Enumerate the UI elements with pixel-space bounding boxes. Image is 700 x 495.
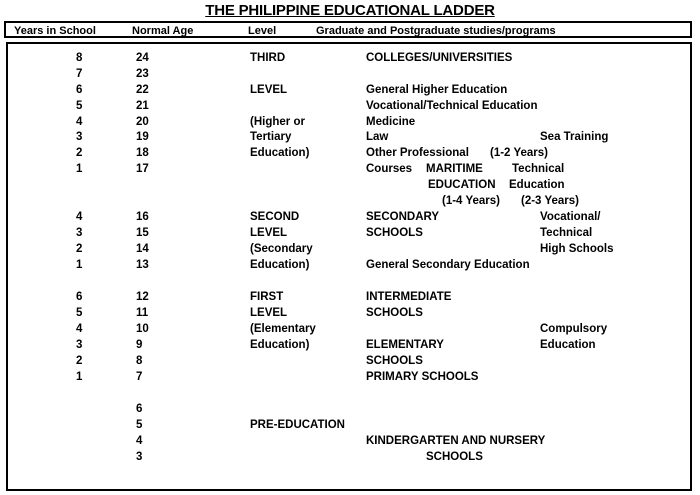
other-professional: Other Professional bbox=[366, 147, 469, 159]
elementary-schools: SCHOOLS bbox=[366, 355, 423, 367]
third-level-word: LEVEL bbox=[250, 84, 288, 96]
colleges-universities: COLLEGES/UNIVERSITIES bbox=[366, 52, 513, 64]
third-years-1: 1 bbox=[76, 163, 83, 175]
third-age-18: 18 bbox=[136, 147, 149, 159]
third-years-2: 2 bbox=[76, 147, 83, 159]
first-age-10: 10 bbox=[136, 323, 149, 335]
vocational-high-2: Technical bbox=[540, 227, 593, 239]
second-level-desc-2: Education) bbox=[250, 259, 310, 271]
first-years-6: 6 bbox=[76, 291, 83, 303]
medicine: Medicine bbox=[366, 116, 416, 128]
third-years-6: 6 bbox=[76, 84, 83, 96]
elementary: ELEMENTARY bbox=[366, 339, 444, 351]
pre-age-5: 5 bbox=[136, 419, 143, 431]
first-age-11: 11 bbox=[136, 307, 149, 319]
third-years-3: 3 bbox=[76, 131, 83, 143]
header-programs: Graduate and Postgraduate studies/programs bbox=[316, 25, 556, 37]
pre-age-6: 6 bbox=[136, 403, 143, 415]
header-years-in-school: Years in School bbox=[14, 25, 96, 37]
maritime-education: EDUCATION bbox=[428, 179, 496, 191]
first-level-label: FIRST bbox=[250, 291, 284, 303]
first-years-3: 3 bbox=[76, 339, 83, 351]
pre-education-label: PRE-EDUCATION bbox=[250, 419, 345, 431]
third-level-desc-2: Tertiary bbox=[250, 131, 292, 143]
primary-schools: PRIMARY SCHOOLS bbox=[366, 371, 479, 383]
header-normal-age: Normal Age bbox=[132, 25, 194, 37]
third-age-22: 22 bbox=[136, 84, 149, 96]
third-age-23: 23 bbox=[136, 68, 149, 80]
second-years-3: 3 bbox=[76, 227, 83, 239]
second-age-15: 15 bbox=[136, 227, 149, 239]
second-age-16: 16 bbox=[136, 211, 149, 223]
second-years-4: 4 bbox=[76, 211, 83, 223]
third-level-desc-3: Education) bbox=[250, 147, 310, 159]
third-age-24: 24 bbox=[136, 52, 149, 64]
third-age-17: 17 bbox=[136, 163, 149, 175]
second-age-14: 14 bbox=[136, 243, 149, 255]
pre-age-3: 3 bbox=[136, 451, 143, 463]
second-level-label: SECOND bbox=[250, 211, 300, 223]
third-age-21: 21 bbox=[136, 100, 149, 112]
first-level-word: LEVEL bbox=[250, 307, 288, 319]
third-years-4: 4 bbox=[76, 116, 83, 128]
third-age-19: 19 bbox=[136, 131, 149, 143]
second-years-2: 2 bbox=[76, 243, 83, 255]
technical: Technical bbox=[512, 163, 565, 175]
first-age-12: 12 bbox=[136, 291, 149, 303]
first-years-5: 5 bbox=[76, 307, 83, 319]
pre-age-4: 4 bbox=[136, 435, 143, 447]
second-level-word: LEVEL bbox=[250, 227, 288, 239]
compulsory-2: Education bbox=[540, 339, 596, 351]
secondary: SECONDARY bbox=[366, 211, 440, 223]
first-age-8: 8 bbox=[136, 355, 143, 367]
secondary-schools: SCHOOLS bbox=[366, 227, 423, 239]
first-years-1: 1 bbox=[76, 371, 83, 383]
compulsory-1: Compulsory bbox=[540, 323, 608, 335]
first-years-2: 2 bbox=[76, 355, 83, 367]
third-level-desc-1: (Higher or bbox=[250, 116, 305, 128]
intermediate-schools: SCHOOLS bbox=[366, 307, 423, 319]
third-years-8: 8 bbox=[76, 52, 83, 64]
vocational-high-1: Vocational/ bbox=[540, 211, 601, 223]
second-years-1: 1 bbox=[76, 259, 83, 271]
maritime-duration: (1-4 Years) bbox=[442, 195, 500, 207]
technical-duration: (2-3 Years) bbox=[521, 195, 579, 207]
first-level-desc-1: (Elementary bbox=[250, 323, 316, 335]
header-level: Level bbox=[248, 25, 277, 37]
kindergarten-nursery: KINDERGARTEN AND NURSERY bbox=[366, 435, 546, 447]
third-years-5: 5 bbox=[76, 100, 83, 112]
first-age-7: 7 bbox=[136, 371, 143, 383]
second-level-desc-1: (Secondary bbox=[250, 243, 313, 255]
third-level-label: THIRD bbox=[250, 52, 286, 64]
table-header bbox=[4, 21, 692, 38]
vocational-high-3: High Schools bbox=[540, 243, 614, 255]
general-higher-education: General Higher Education bbox=[366, 84, 508, 96]
kindergarten-schools: SCHOOLS bbox=[426, 451, 483, 463]
other-professional-duration: (1-2 Years) bbox=[490, 147, 548, 159]
general-secondary-education: General Secondary Education bbox=[366, 259, 530, 271]
intermediate: INTERMEDIATE bbox=[366, 291, 452, 303]
third-age-20: 20 bbox=[136, 116, 149, 128]
second-age-13: 13 bbox=[136, 259, 149, 271]
maritime: MARITIME bbox=[426, 163, 483, 175]
law: Law bbox=[366, 131, 389, 143]
ladder-table-frame bbox=[6, 42, 692, 491]
technical-education: Education bbox=[509, 179, 565, 191]
first-age-9: 9 bbox=[136, 339, 143, 351]
vocational-technical-education: Vocational/Technical Education bbox=[366, 100, 538, 112]
first-level-desc-2: Education) bbox=[250, 339, 310, 351]
sea-training: Sea Training bbox=[540, 131, 609, 143]
page-title: THE PHILIPPINE EDUCATIONAL LADDER bbox=[205, 2, 495, 19]
first-years-4: 4 bbox=[76, 323, 83, 335]
third-years-7: 7 bbox=[76, 68, 83, 80]
courses: Courses bbox=[366, 163, 413, 175]
